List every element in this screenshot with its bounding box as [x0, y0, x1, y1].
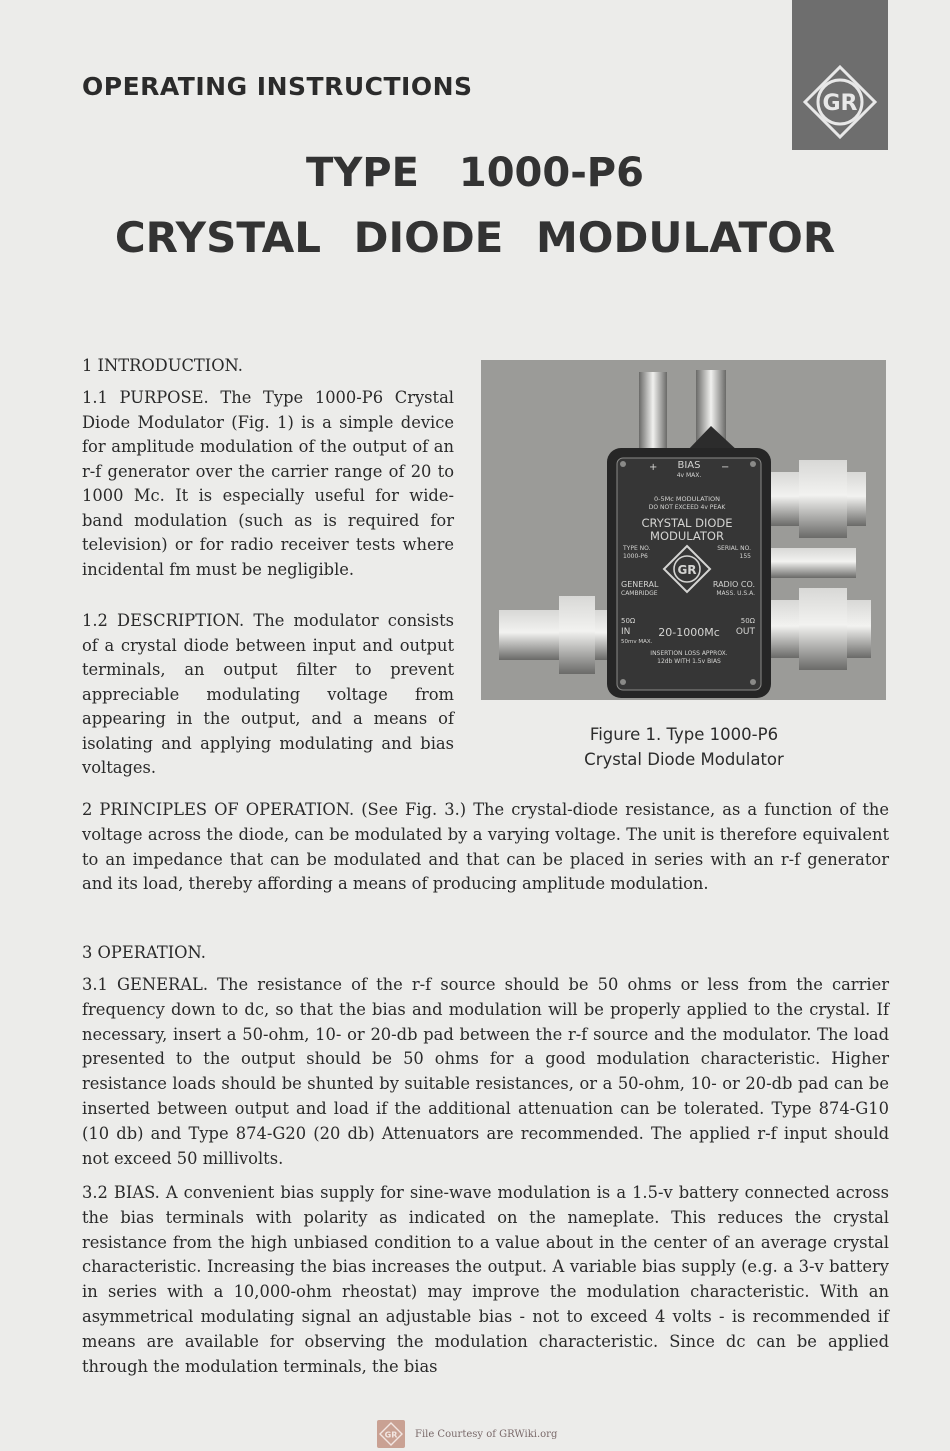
- gr-logo: [792, 0, 888, 150]
- np-in-label: IN: [621, 627, 631, 637]
- np-minus: −: [721, 462, 730, 473]
- caption-line-1: Figure 1. Type 1000-P6: [589, 725, 779, 744]
- np-gr-logo-text: GR: [677, 563, 697, 577]
- logo-text: GR: [822, 91, 858, 116]
- np-mod-note-1: 0-5Mc MODULATION: [654, 495, 720, 503]
- section-3-2-bias: 3.2 BIAS. A convenient bias supply for sine-wave modulation is a 1.5-v battery connected across the bias terminals with polarity as indicated on the nameplate. This reduces the crystal resistance from the high unbiased condition to a value about in the center of an average crystal characteristic. Increasing the bias increases the output. A variable bias supply (e.g. a 3-v battery in series with a 10,000-ohm rheostat) may improve the modulation characteristic. With an asymmetrical modulating signal an adjustable bias - not to exceed 4 volts - is recommended if means are available for observing the modulation characteristic. Since dc can be applied through the modulation terminals, the bias: [82, 1183, 889, 1376]
- caption-line-2: Crystal Diode Modulator: [584, 750, 784, 769]
- np-freq: 20-1000Mc: [658, 626, 720, 639]
- np-name-2: MODULATOR: [650, 529, 724, 543]
- np-out-ohm: 50Ω: [740, 617, 755, 625]
- np-loss-2: 12db WITH 1.5v BIAS: [657, 658, 721, 665]
- figure-1-photo: [481, 360, 886, 700]
- np-maker-left-1: GENERAL: [621, 580, 659, 589]
- figure-1-caption: [520, 722, 848, 772]
- np-in-ohm: 50Ω: [621, 617, 636, 625]
- title-type: TYPE 1000-P6: [306, 150, 644, 196]
- np-in-max: 50mv MAX.: [621, 639, 653, 645]
- np-bias-sub: 4v MAX.: [676, 472, 702, 479]
- np-loss-1: INSERTION LOSS APPROX.: [650, 650, 728, 657]
- np-name-1: CRYSTAL DIODE: [641, 516, 733, 530]
- header-label: OPERATING INSTRUCTIONS: [82, 72, 473, 101]
- footer: [377, 1419, 557, 1449]
- gr-logo-icon: [801, 63, 879, 141]
- np-mod-note-2: DO NOT EXCEED 4v PEAK: [648, 504, 726, 511]
- footer-credit: File Courtesy of GRWiki.org: [415, 1428, 558, 1440]
- section-1-1-purpose: 1.1 PURPOSE. The Type 1000-P6 Crystal Diode Modulator (Fig. 1) is a simple device for amplitude modulation of the output of an r-f generator over the carrier range of 20 to 1000 Mc. It is especially useful for wide-band modulation (such as is required for television) or for radio receiver tests where incidental fm must be negligible.: [82, 388, 454, 579]
- section-1-heading: 1 INTRODUCTION.: [82, 356, 243, 375]
- title-name: CRYSTAL DIODE MODULATOR: [114, 213, 836, 262]
- section-3-1-general: 3.1 GENERAL. The resistance of the r-f source should be 50 ohms or less from the carrier frequency down to dc, so that the bias and modulation will be properly applied to the crystal. If necessary, insert a 50-ohm, 10- or 20-db pad between the r-f source and the modulator. The load presented to the output should be 50 ohms for a good modulation characteristic. Higher resistance loads should be shunted by suitable resistances, or a 50-ohm, 10- or 20-db pad can be inserted between output and load if the additional attenuation can be tolerated. Type 874-G10 (10 db) and Type 874-G20 (20 db) Attenuators are recommended. The applied r-f input should not exceed 50 millivolts.: [82, 975, 889, 1168]
- np-type-val: 1000-P6: [623, 553, 648, 560]
- np-serial-no: SERIAL NO.: [717, 545, 751, 552]
- np-maker-right-1: RADIO CO.: [712, 580, 755, 589]
- footer-logo-text: GR: [384, 1430, 398, 1440]
- footer-gr-logo-icon: [377, 1420, 405, 1448]
- section-3-heading: 3 OPERATION.: [82, 943, 206, 962]
- section-1-2-description: 1.2 DESCRIPTION. The modulator consists of a crystal diode between input and output terminals, an output filter to prevent appreciable modulating voltage from appearing in the output, and a means of isolating and applying modulating and bias voltages.: [82, 611, 454, 777]
- section-2-principles: 2 PRINCIPLES OF OPERATION. (See Fig. 3.) The crystal-diode resistance, as a function of the voltage across the diode, can be modulated by a varying voltage. The unit is therefore equivalent to an impedance that can be modulated and that can be placed in series with an r-f generator and its load, thereby affording a means of producing amplitude modulation.: [82, 800, 889, 894]
- np-maker-left-2: CAMBRIDGE: [621, 590, 658, 597]
- np-serial-val: 155: [739, 553, 751, 560]
- np-maker-right-2: MASS. U.S.A.: [716, 590, 755, 597]
- np-out-label: OUT: [735, 627, 755, 637]
- np-bias: BIAS: [677, 460, 701, 471]
- np-type-no: TYPE NO.: [623, 545, 651, 552]
- np-plus: +: [649, 462, 658, 473]
